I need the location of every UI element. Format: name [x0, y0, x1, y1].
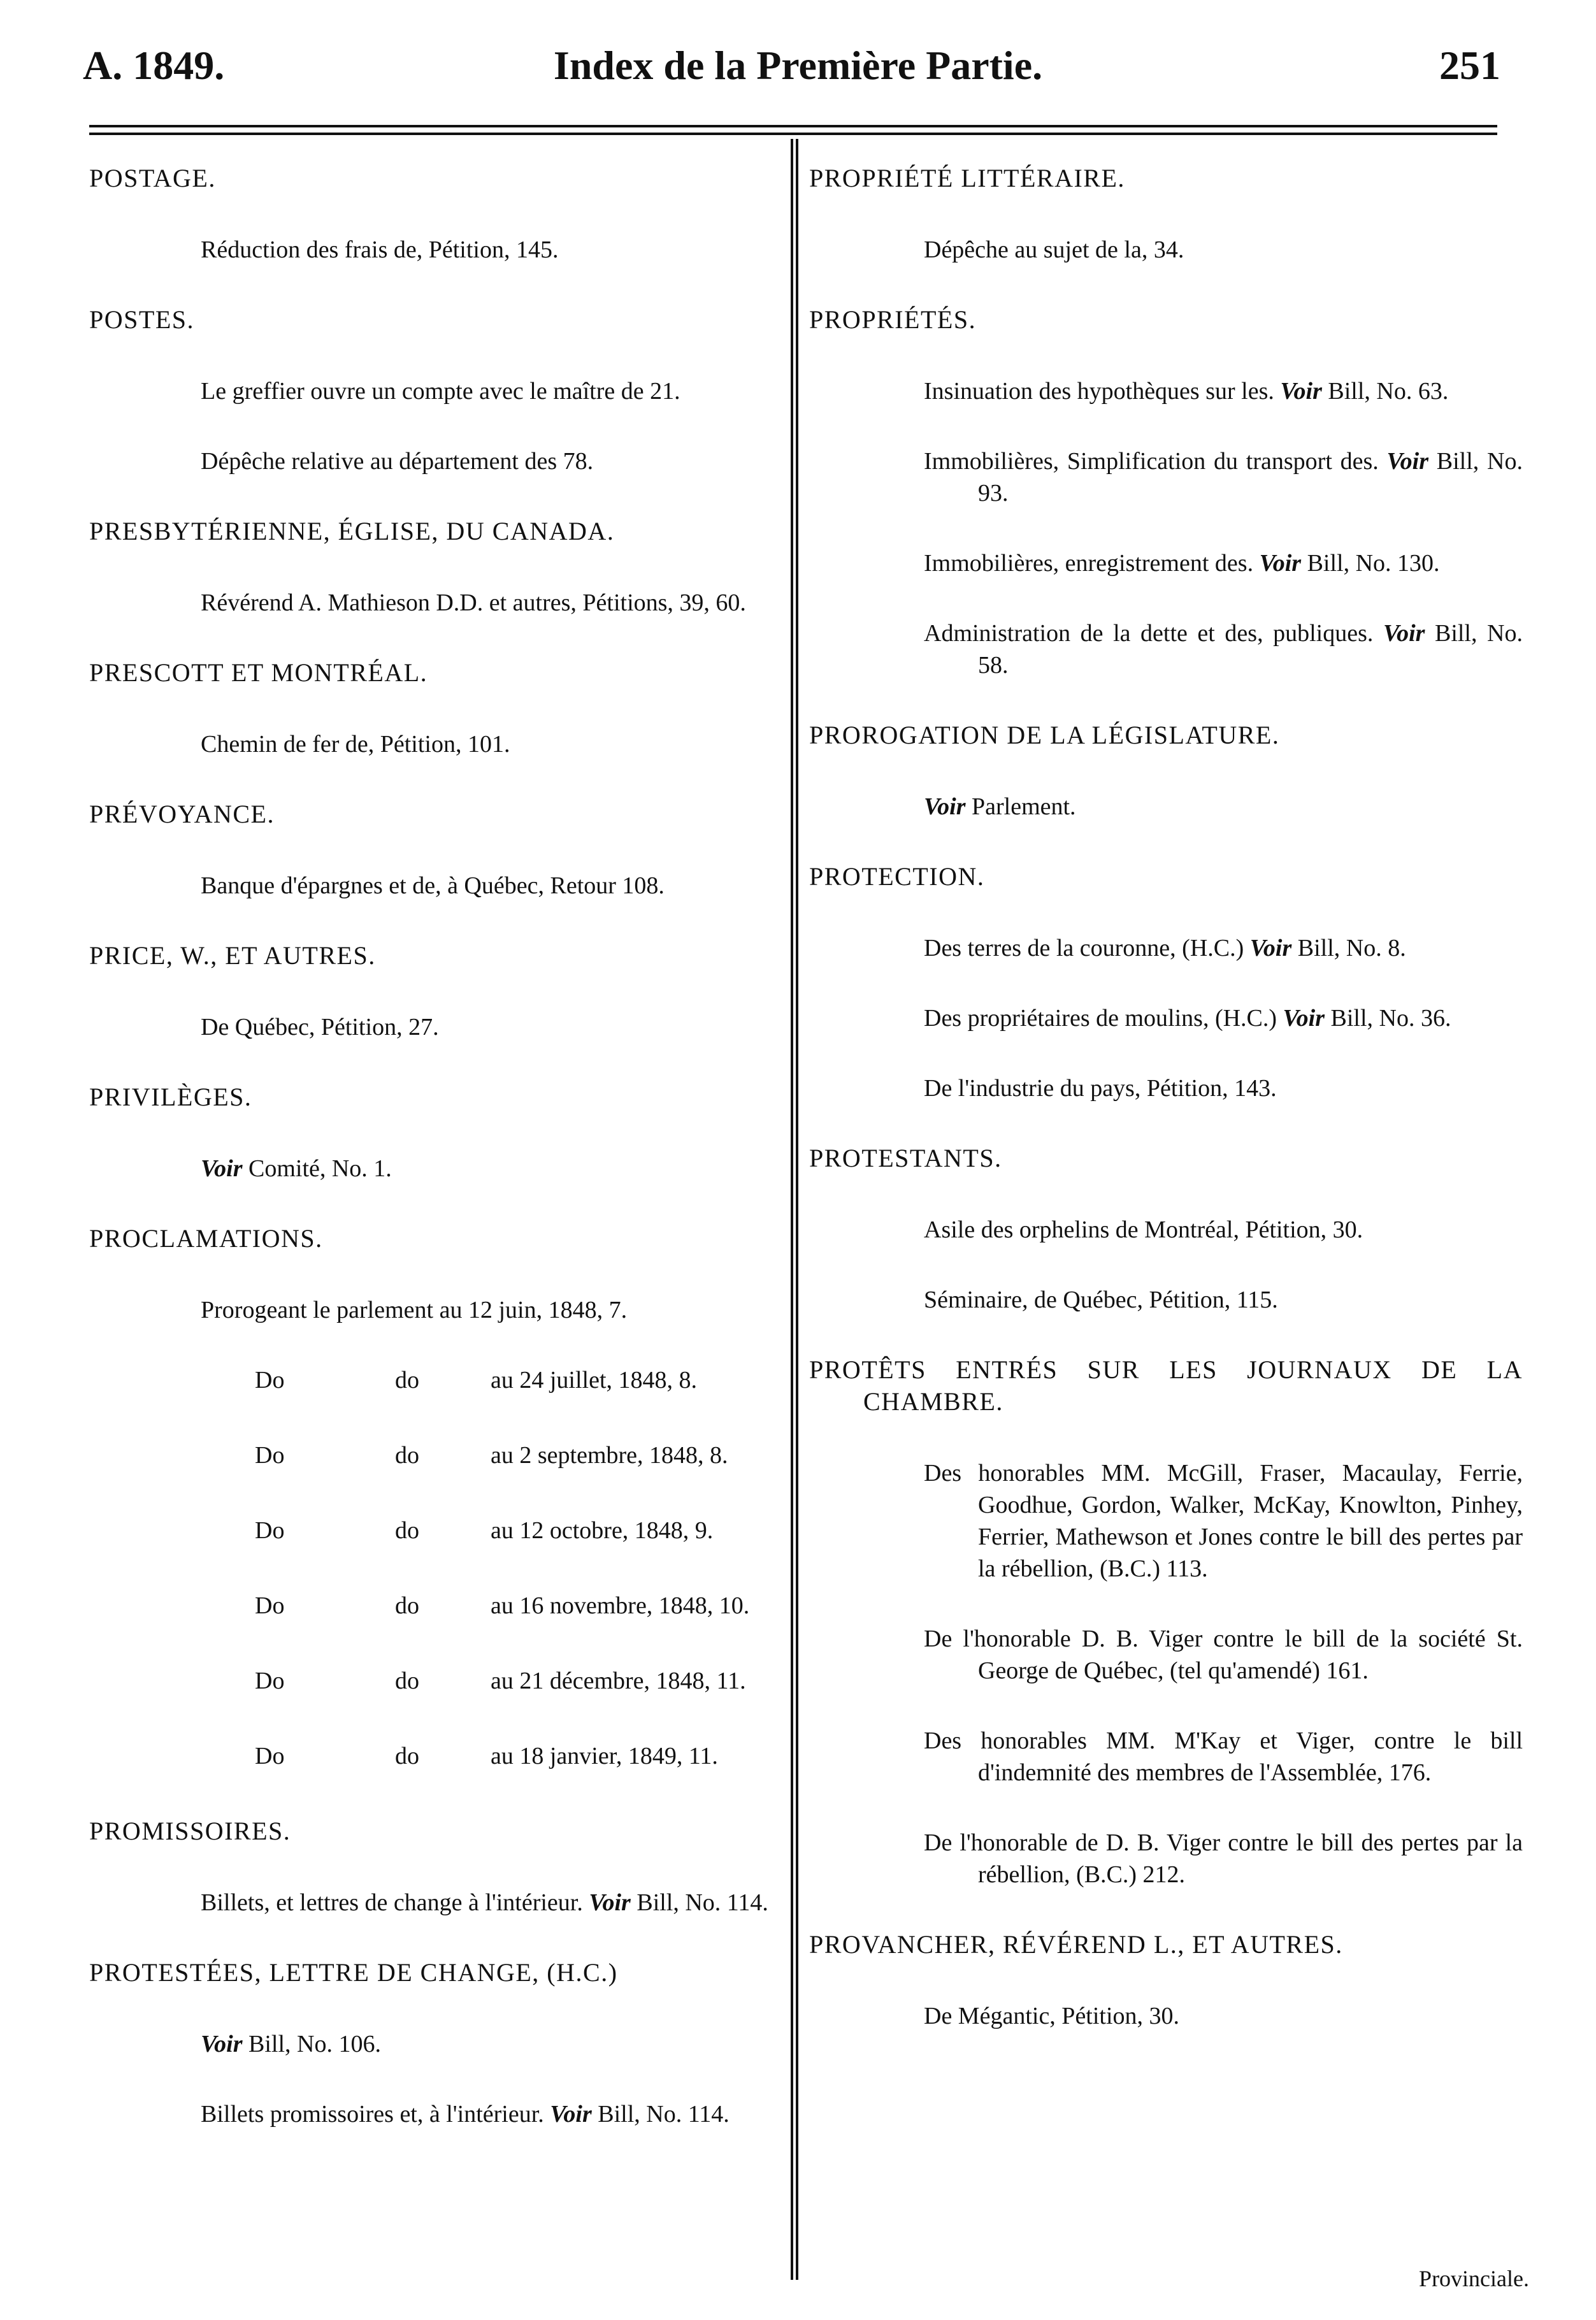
section-heading: PROTECTION. — [809, 862, 985, 891]
ditto-mark: Do — [255, 1592, 285, 1619]
ditto-row — [255, 1364, 790, 1396]
ditto-mark: do — [395, 1367, 419, 1394]
index-section — [809, 162, 1523, 266]
voir-reference: Voir — [589, 1889, 631, 1916]
index-section — [89, 162, 790, 266]
ditto-row — [255, 1439, 790, 1471]
right-column — [809, 162, 1523, 2070]
voir-reference: Voir — [550, 2101, 592, 2128]
index-section — [89, 515, 790, 619]
index-entry: Le greffier ouvre un compte avec le maître de 21. — [201, 378, 680, 405]
entry-text: Bill, No. 36. — [1325, 1005, 1451, 1032]
section-heading: PRESCOTT ET MONTRÉAL. — [89, 658, 428, 687]
index-section — [89, 1815, 790, 1919]
index-entry: Prorogeant le parlement au 12 juin, 1848, 7. — [201, 1297, 628, 1323]
ditto-mark: do — [395, 1743, 419, 1769]
index-entry — [924, 547, 1523, 579]
index-entry: Séminaire, de Québec, Pétition, 115. — [924, 1286, 1278, 1313]
entry-text: Des propriétaires de moulins, (H.C.) — [924, 1005, 1283, 1032]
voir-reference: Voir — [1259, 550, 1302, 577]
index-entry: De Québec, Pétition, 27. — [201, 1014, 439, 1041]
voir-reference: Voir — [1249, 935, 1292, 962]
section-heading: PROVANCHER, RÉVÉREND L., ET AUTRES. — [809, 1930, 1343, 1959]
entry-text: Billets promissoires et, à l'intérieur. — [201, 2101, 550, 2128]
entry-text: Bill, No. 114. — [630, 1889, 768, 1916]
column-divider — [791, 139, 798, 2280]
index-section — [89, 1081, 790, 1185]
entry-text: Parlement. — [965, 793, 1076, 820]
voir-reference: Voir — [201, 1155, 243, 1182]
entry-text: Des terres de la couronne, (H.C.) — [924, 935, 1250, 962]
index-entry: De Mégantic, Pétition, 30. — [924, 2003, 1180, 2029]
index-section — [89, 940, 790, 1043]
section-heading: PROROGATION DE LA LÉGISLATURE. — [809, 721, 1280, 749]
ditto-mark: do — [395, 1442, 419, 1469]
header-rule-top — [89, 125, 1497, 127]
entry-text: Insinuation des hypothèques sur les. — [924, 378, 1281, 405]
index-entry — [924, 617, 1523, 681]
index-entry: De l'industrie du pays, Pétition, 143. — [924, 1075, 1277, 1102]
index-entry: Réduction des frais de, Pétition, 145. — [201, 236, 559, 263]
index-entry — [201, 2028, 790, 2060]
section-heading: PROPRIÉTÉS. — [809, 305, 977, 334]
index-section — [809, 304, 1523, 681]
index-entry — [924, 791, 1523, 823]
voir-reference: Voir — [1280, 378, 1322, 405]
entry-text: Bill, No. 114. — [591, 2101, 730, 2128]
index-entry — [201, 1887, 790, 1919]
index-section — [809, 861, 1523, 1104]
section-heading: PROTESTANTS. — [809, 1144, 1002, 1172]
running-head-year: A. 1849. — [83, 43, 225, 88]
index-entry: Chemin de fer de, Pétition, 101. — [201, 731, 510, 758]
index-entry — [924, 1002, 1523, 1034]
entry-text: Immobilières, Simplification du transport des. — [924, 448, 1387, 475]
index-section — [809, 1354, 1523, 1891]
ditto-mark: Do — [255, 1442, 285, 1469]
section-heading: PRICE, W., ET AUTRES. — [89, 941, 376, 970]
index-section — [89, 798, 790, 902]
entry-text: Bill, No. 8. — [1291, 935, 1406, 962]
voir-reference: Voir — [1283, 1005, 1325, 1032]
page-number: 251 — [1439, 43, 1500, 88]
ditto-mark: do — [395, 1668, 419, 1694]
ditto-mark: do — [395, 1517, 419, 1544]
section-heading: PRESBYTÉRIENNE, ÉGLISE, DU CANADA. — [89, 517, 615, 545]
ditto-mark: Do — [255, 1743, 285, 1769]
index-entry: Dépêche relative au département des 78. — [201, 448, 594, 475]
entry-text: Billets, et lettres de change à l'intérieur. — [201, 1889, 589, 1916]
ditto-text: au 24 juillet, 1848, 8. — [491, 1367, 698, 1394]
entry-text: Bill, No. 106. — [242, 2031, 381, 2057]
voir-reference: Voir — [201, 2031, 243, 2057]
ditto-text: au 12 octobre, 1848, 9. — [491, 1517, 714, 1544]
catchword: Provinciale. — [1419, 2266, 1529, 2291]
ditto-mark: Do — [255, 1517, 285, 1544]
index-entry — [201, 2098, 790, 2130]
index-section — [809, 1142, 1523, 1316]
section-heading: PRIVILÈGES. — [89, 1083, 252, 1111]
index-entry: De l'honorable D. B. Viger contre le bill de la société St. George de Québec, (tel qu'amendé) 161. — [924, 1625, 1523, 1684]
ditto-mark: Do — [255, 1668, 285, 1694]
section-heading: POSTAGE. — [89, 164, 216, 192]
left-column — [89, 162, 790, 2168]
ditto-mark: Do — [255, 1367, 285, 1394]
index-section — [809, 719, 1523, 823]
ditto-row — [255, 1590, 790, 1622]
index-entry — [924, 445, 1523, 509]
index-entry: Asile des orphelins de Montréal, Pétition, 30. — [924, 1216, 1363, 1243]
ditto-row — [255, 1515, 790, 1546]
entry-text: Bill, No. 93. — [978, 448, 1523, 507]
ditto-table — [255, 1364, 790, 1772]
index-section — [89, 657, 790, 760]
index-section — [89, 1957, 790, 2130]
index-entry — [924, 932, 1523, 964]
voir-reference: Voir — [1386, 448, 1429, 475]
header-rule-bottom — [89, 133, 1497, 135]
entry-text: Bill, No. 63. — [1321, 378, 1449, 405]
section-heading: POSTES. — [89, 305, 194, 334]
section-heading: PROTÊTS ENTRÉS SUR LES JOURNAUX DE LA CHAMBRE. — [809, 1355, 1523, 1416]
voir-reference: Voir — [924, 793, 966, 820]
running-head-title: Index de la Première Partie. — [553, 43, 1043, 88]
index-entry: De l'honorable de D. B. Viger contre le bill des pertes par la rébellion, (B.C.) 212. — [924, 1829, 1523, 1888]
ditto-text: au 2 septembre, 1848, 8. — [491, 1442, 728, 1469]
ditto-row — [255, 1665, 790, 1697]
index-entry: Dépêche au sujet de la, 34. — [924, 236, 1184, 263]
index-section — [809, 1929, 1523, 2032]
ditto-text: au 21 décembre, 1848, 11. — [491, 1668, 746, 1694]
index-entry: Des honorables MM. M'Kay et Viger, contre le bill d'indemnité des membres de l'Assemblée, 176. — [924, 1727, 1523, 1786]
ditto-mark: do — [395, 1592, 419, 1619]
ditto-row — [255, 1740, 790, 1772]
section-heading: PROTESTÉES, LETTRE DE CHANGE, (H.C.) — [89, 1958, 618, 1987]
index-entry — [201, 1153, 790, 1185]
ditto-text: au 18 janvier, 1849, 11. — [491, 1743, 718, 1769]
section-heading: PRÉVOYANCE. — [89, 800, 275, 828]
section-heading: PROPRIÉTÉ LITTÉRAIRE. — [809, 164, 1125, 192]
entry-text: Comité, No. 1. — [242, 1155, 392, 1182]
entry-text: Immobilières, enregistrement des. — [924, 550, 1260, 577]
section-heading: PROMISSOIRES. — [89, 1817, 291, 1845]
entry-text: Bill, No. 130. — [1301, 550, 1440, 577]
voir-reference: Voir — [1383, 620, 1425, 647]
index-entry: Révérend A. Mathieson D.D. et autres, Pétitions, 39, 60. — [201, 589, 746, 616]
index-entry: Banque d'épargnes et de, à Québec, Retour 108. — [201, 872, 665, 899]
entry-text: Bill, No. 58. — [978, 620, 1523, 679]
index-entry — [924, 375, 1523, 407]
entry-text: Administration de la dette et des, publiques. — [924, 620, 1383, 647]
index-entry: Des honorables MM. McGill, Fraser, Macaulay, Ferrie, Goodhue, Gordon, Walker, McKay, Knowlton, Pinhey, Ferrier, Mathewson et Jones contre le bill des pertes par la rébellion, (B.C.) 113. — [924, 1460, 1523, 1582]
section-heading: PROCLAMATIONS. — [89, 1224, 323, 1253]
index-section — [89, 304, 790, 477]
index-section — [89, 1223, 790, 1772]
ditto-text: au 16 novembre, 1848, 10. — [491, 1592, 750, 1619]
